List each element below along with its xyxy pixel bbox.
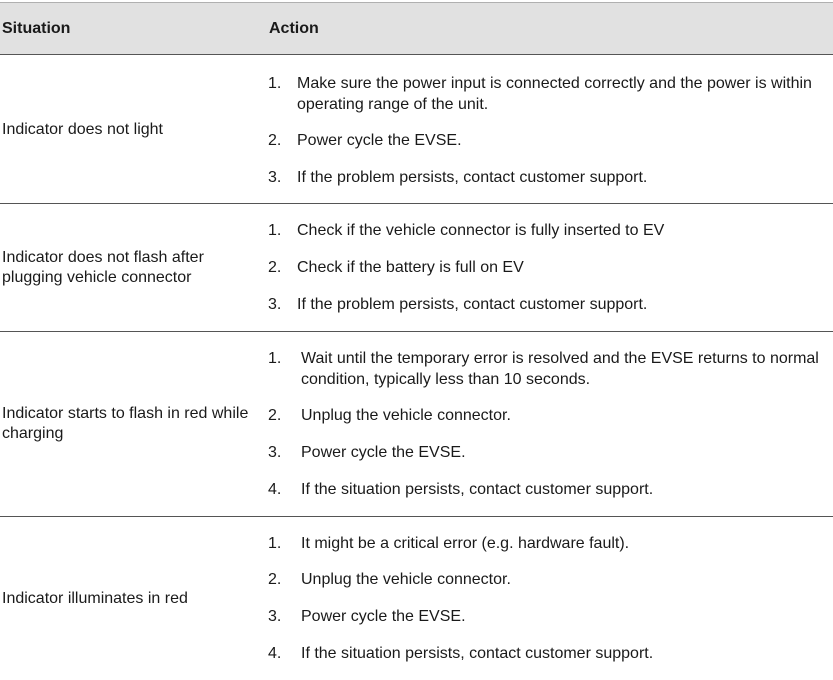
action-text: Power cycle the EVSE.	[301, 608, 466, 625]
table-row	[0, 517, 833, 680]
action-text: Check if the battery is full on EV	[297, 259, 524, 276]
action-number: 3.	[268, 169, 282, 186]
action-number: 2.	[268, 132, 282, 149]
action-text: Check if the vehicle connector is fully inserted to EV	[297, 222, 665, 239]
action-text: Power cycle the EVSE.	[301, 444, 466, 461]
action-number: 4.	[268, 481, 282, 498]
table-row	[0, 332, 833, 517]
action-number: 2.	[268, 571, 282, 588]
action-text: It might be a critical error (e.g. hardware fault).	[301, 535, 630, 552]
action-text: Wait until the temporary error is resolved and the EVSE returns to normal condition, typically less than 10 seconds.	[301, 350, 819, 388]
action-item	[266, 348, 831, 390]
action-number: 1.	[268, 75, 282, 92]
action-text: If the problem persists, contact customer support.	[297, 169, 648, 186]
action-text: Unplug the vehicle connector.	[301, 571, 511, 588]
situation-cell: Indicator illuminates in red	[2, 590, 188, 607]
action-number: 4.	[268, 645, 282, 662]
table-header-row	[0, 2, 833, 55]
action-number: 1.	[268, 535, 282, 552]
table-row	[0, 204, 833, 332]
table-row	[0, 55, 833, 204]
action-text: If the situation persists, contact customer support.	[301, 481, 654, 498]
action-number: 2.	[268, 407, 282, 424]
action-text: Unplug the vehicle connector.	[301, 407, 511, 424]
action-number: 3.	[268, 444, 282, 461]
situation-cell: Indicator does not flash after plugging vehicle connector	[2, 249, 204, 286]
situation-cell: Indicator starts to flash in red while charging	[2, 405, 249, 442]
column-header-situation: Situation	[2, 20, 71, 37]
column-header-action: Action	[269, 20, 319, 37]
action-text: If the problem persists, contact customer support.	[297, 296, 648, 313]
action-number: 3.	[268, 296, 282, 313]
action-text: Make sure the power input is connected correctly and the power is within operating range of the unit.	[297, 75, 812, 113]
action-text: If the situation persists, contact customer support.	[301, 645, 654, 662]
action-item	[266, 73, 831, 115]
action-number: 3.	[268, 608, 282, 625]
action-text: Power cycle the EVSE.	[297, 132, 462, 149]
action-number: 1.	[268, 222, 282, 239]
situation-cell: Indicator does not light	[2, 121, 163, 138]
action-number: 1.	[268, 350, 282, 367]
action-number: 2.	[268, 259, 282, 276]
